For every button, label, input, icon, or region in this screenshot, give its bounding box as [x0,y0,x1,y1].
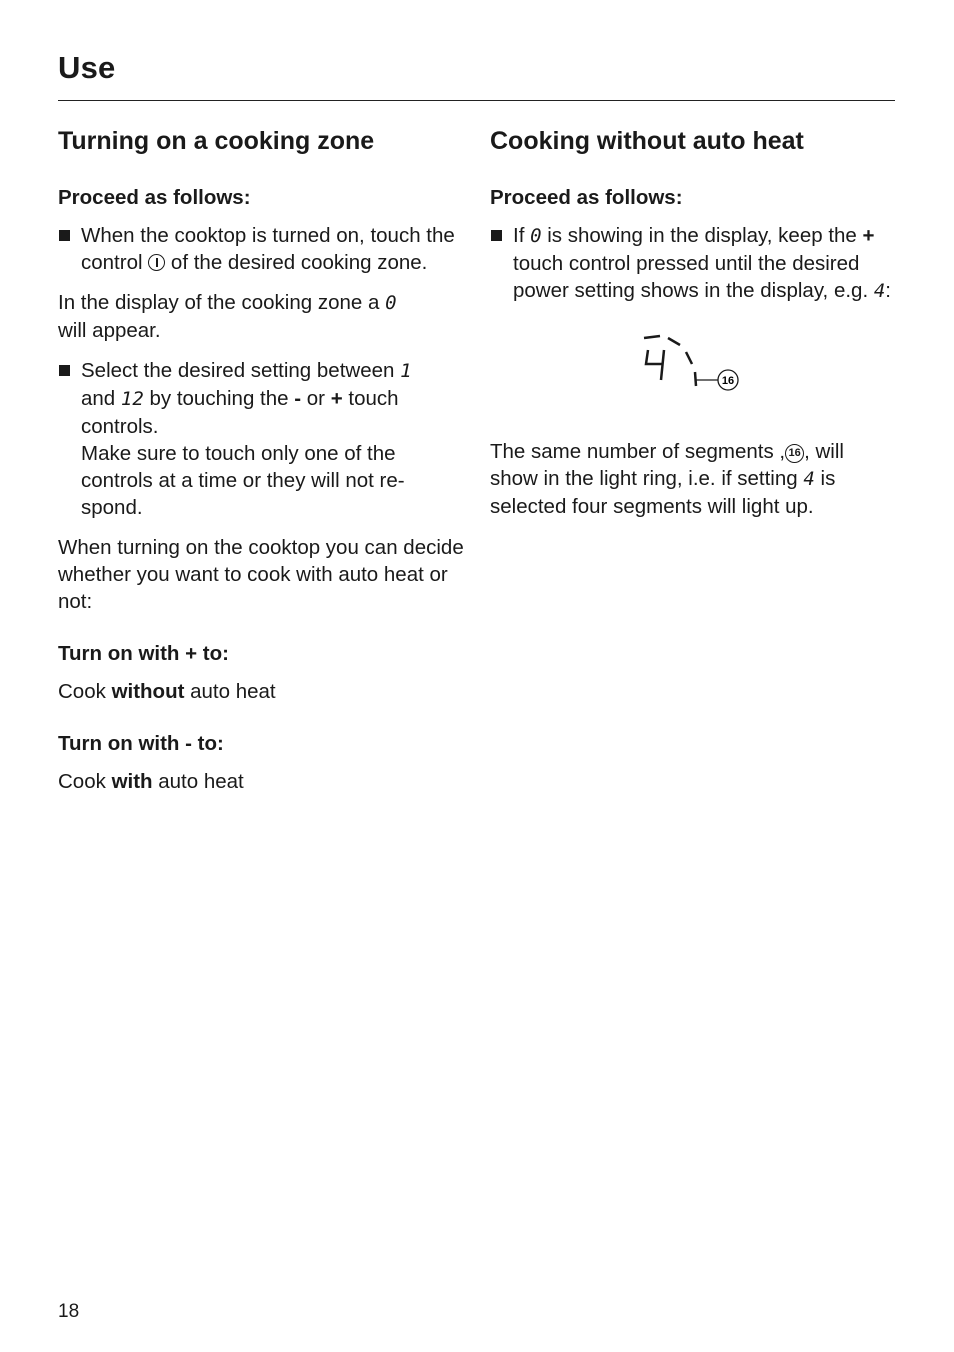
title-divider [58,100,895,101]
light-ring-segment [668,338,680,345]
segment-digit-four [661,350,664,380]
segment-digit: 1 [400,360,412,382]
paragraph: Cook without auto heat [58,680,276,703]
paragraph: The same number of segments , 16 , will show in the light ring, i.e. if setting 4 is selected four segments will light up. [490,440,844,518]
subheading-turn-on-plus: Turn on with + to: [58,642,229,665]
left-column [58,124,466,808]
right-column [490,124,895,533]
bullet-square-icon [491,230,502,241]
power-on-icon [148,254,165,271]
paragraph: When turning on the cooktop you can decide whether you want to cook with auto heat or not: [58,536,464,613]
segment-display-diagram [638,330,748,400]
light-ring-segment [695,372,696,386]
paragraph: In the display of the cooking zone a 0 will appear. [58,291,397,342]
paragraph: Cook with auto heat [58,770,244,793]
subheading-turn-on-minus: Turn on with - to: [58,732,224,755]
segment-digit: 4 [873,280,886,302]
segment-digit: 12 [120,388,144,410]
section-heading-turning-on: Turning on a cooking zone [58,127,375,155]
bullet-square-icon [59,365,70,376]
light-ring-segment [644,336,660,338]
instruction-bullet: If 0 is showing in the display, keep the + touch control pressed until the desired power setting shows in the display, e.g. 4: [490,222,895,305]
section-heading-without-auto-heat: Cooking without auto heat [490,127,804,155]
instruction-bullet: Select the desired setting between 1 and 12 by touching the - or + touch controls. Make sure to touch only one of the controls at a time or they will not re-spond. [58,357,466,521]
page-title: Use [58,50,116,85]
plus-symbol: + [862,224,875,247]
light-ring-segment [686,352,692,364]
segment-digit-four [646,350,662,364]
display-figure [490,318,895,438]
bullet-square-icon [59,230,70,241]
callout-number: 16 [721,375,735,387]
segment-digit: 0 [530,225,542,247]
page-number: 18 [58,1301,80,1322]
proceed-label: Proceed as follows: [490,186,683,209]
segment-digit: 4 [803,468,815,490]
segment-digit: 0 [385,292,397,314]
instruction-bullet: When the cooktop is turned on, touch the control of the desired cooking zone. [58,222,466,276]
minus-symbol: - [294,387,302,410]
proceed-label: Proceed as follows: [58,186,251,209]
callout-badge: 16 [785,444,804,463]
plus-symbol: + [330,387,343,410]
